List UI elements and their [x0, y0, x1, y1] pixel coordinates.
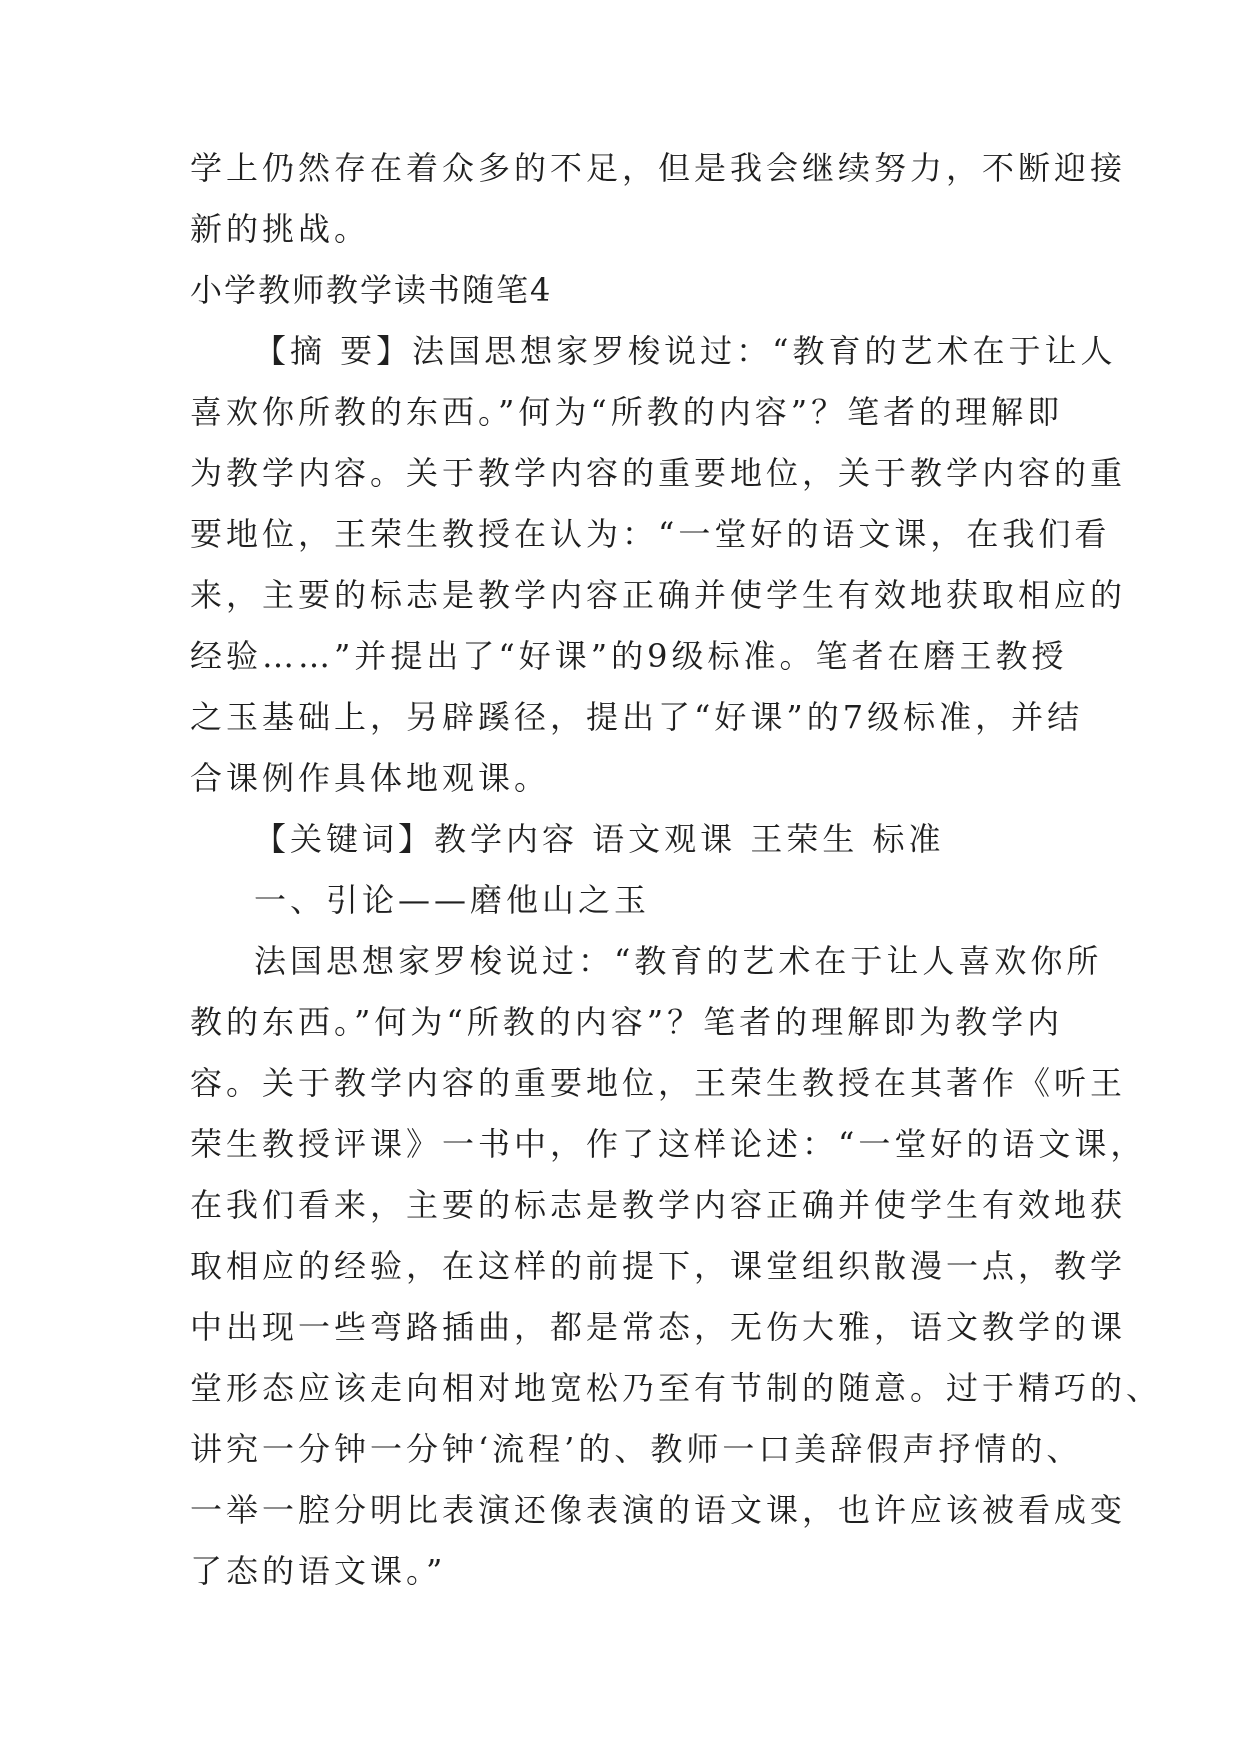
body-line: 了态的语文课。”	[190, 1552, 447, 1590]
abstract-line: 喜欢你所教的东西。”何为“所教的内容”？笔者的理解即	[190, 393, 1064, 431]
keywords-line: 【关键词】教学内容 语文观课 王荣生 标准	[254, 820, 945, 858]
section-title: 小学教师教学读书随笔4	[190, 271, 553, 309]
body-line: 容。关于教学内容的重要地位，王荣生教授在其著作《听王	[190, 1064, 1127, 1102]
body-line: 讲究一分钟一分钟‘流程’的、教师一口美辞假声抒情的、	[190, 1430, 1083, 1468]
heading-one: 一、引论——磨他山之玉	[254, 881, 651, 919]
body-line: 法国思想家罗梭说过：“教育的艺术在于让人喜欢你所	[254, 942, 1103, 980]
body-line: 荣生教授评课》一书中，作了这样论述：“一堂好的语文课，	[190, 1125, 1147, 1163]
abstract-line: 为教学内容。关于教学内容的重要地位，关于教学内容的重	[190, 454, 1127, 492]
body-line: 一举一腔分明比表演还像表演的语文课，也许应该被看成变	[190, 1491, 1127, 1529]
body-line: 取相应的经验，在这样的前提下，课堂组织散漫一点，教学	[190, 1247, 1127, 1285]
paragraph-line: 学上仍然存在着众多的不足，但是我会继续努力，不断迎接	[190, 149, 1127, 187]
body-line: 教的东西。”何为“所教的内容”？笔者的理解即为教学内	[190, 1003, 1064, 1041]
body-line: 堂形态应该走向相对地宽松乃至有节制的随意。过于精巧的、	[190, 1369, 1163, 1407]
abstract-line: 之玉基础上，另辟蹊径，提出了“好课”的7级标准，并结	[190, 698, 1084, 736]
document-body	[190, 138, 1163, 1602]
abstract-line: 经验……”并提出了“好课”的9级标准。笔者在磨王教授	[190, 637, 1068, 675]
abstract-line: 来，主要的标志是教学内容正确并使学生有效地获取相应的	[190, 576, 1127, 614]
abstract-line: 要地位，王荣生教授在认为：“一堂好的语文课，在我们看	[190, 515, 1111, 553]
body-line: 在我们看来，主要的标志是教学内容正确并使学生有效地获	[190, 1186, 1127, 1224]
abstract-line: 合课例作具体地观课。	[190, 759, 551, 797]
body-line: 中出现一些弯路插曲，都是常态，无伤大雅，语文教学的课	[190, 1308, 1127, 1346]
paragraph-line: 新的挑战。	[190, 210, 371, 248]
abstract-line: 【摘 要】法国思想家罗梭说过：“教育的艺术在于让人	[254, 332, 1117, 370]
